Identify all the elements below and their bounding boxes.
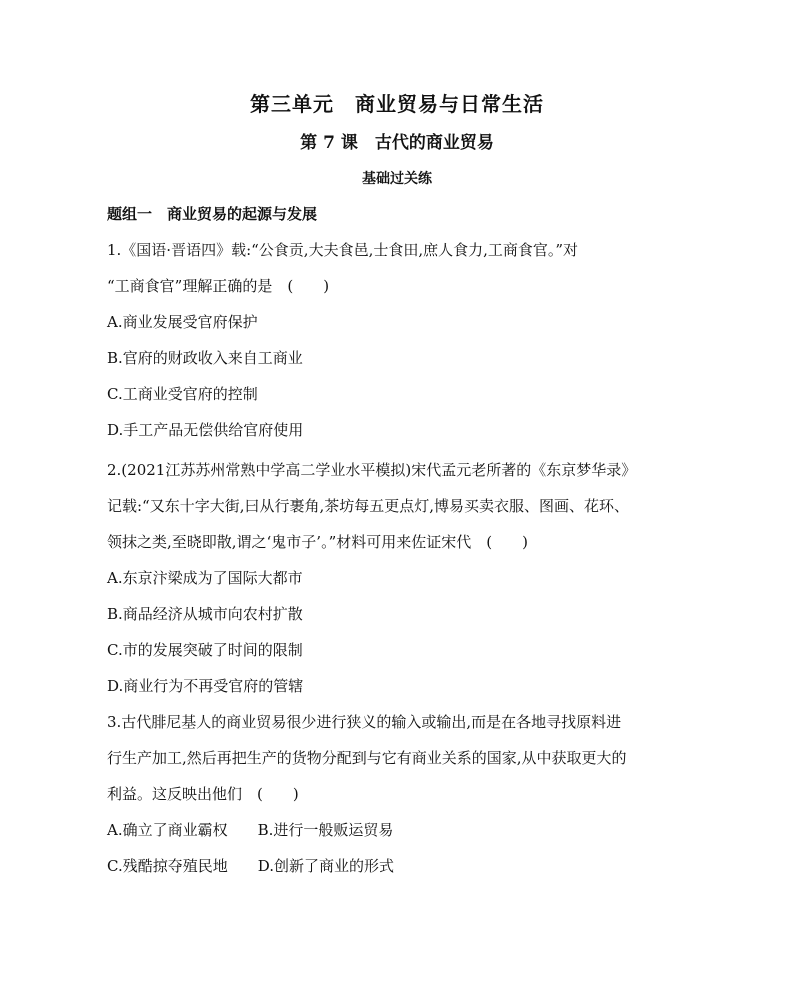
question-3-option-a: A.确立了商业霸权 xyxy=(107,821,228,839)
question-2-option-d: D.商业行为不再受官府的管辖 xyxy=(107,677,304,695)
question-1-option-c: C.工商业受官府的控制 xyxy=(107,385,258,403)
question-1-option-d: D.手工产品无偿供给官府使用 xyxy=(107,421,304,439)
question-3-option-b: B.进行一般贩运贸易 xyxy=(257,821,394,839)
question-2-option-b: B.商品经济从城市向农村扩散 xyxy=(107,605,303,623)
question-3-option-d: D.创新了商业的形式 xyxy=(257,857,394,875)
question-3-stem-line-2: 行生产加工,然后再把生产的货物分配到与它有商业关系的国家,从中获取更大的 xyxy=(107,749,627,767)
question-3-options-row-1 xyxy=(107,820,393,840)
question-1-stem-line-1: 1.《国语·晋语四》载:“公食贡,大夫食邑,士食田,庶人食力,工商食官。”对 xyxy=(107,241,579,259)
question-2-stem-line-1: 2.(2021江苏苏州常熟中学高二学业水平模拟)宋代孟元老所著的《东京梦华录》 xyxy=(107,461,637,479)
unit-title: 第三单元 商业贸易与日常生活 xyxy=(250,92,544,116)
question-group-title: 题组一 商业贸易的起源与发展 xyxy=(107,205,318,223)
lesson-title: 第 7 课 古代的商业贸易 xyxy=(300,133,494,153)
question-3-stem-line-1: 3.古代腓尼基人的商业贸易很少进行狭义的输入或输出,而是在各地寻找原料进 xyxy=(107,713,622,731)
question-1-stem-line-2: “工商食官”理解正确的是 ( ) xyxy=(107,277,330,295)
question-1-option-b: B.官府的财政收入来自工商业 xyxy=(107,349,303,367)
question-2-stem-line-3: 领抹之类,至晓即散,谓之‘鬼市子’。”材料可用来佐证宋代 ( ) xyxy=(107,533,528,551)
question-3-stem-line-3: 利益。这反映出他们 ( ) xyxy=(107,785,299,803)
section-title: 基础过关练 xyxy=(362,171,432,187)
question-3-option-c: C.残酷掠夺殖民地 xyxy=(107,857,228,875)
question-2-option-c: C.市的发展突破了时间的限制 xyxy=(107,641,303,659)
question-3-options-row-2 xyxy=(107,856,394,876)
question-1-option-a: A.商业发展受官府保护 xyxy=(107,313,258,331)
question-2-option-a: A.东京汴梁成为了国际大都市 xyxy=(107,569,303,587)
question-2-stem-line-2: 记载:“又东十字大街,曰从行裹角,茶坊每五更点灯,博易买卖衣服、图画、花环、 xyxy=(107,497,630,515)
